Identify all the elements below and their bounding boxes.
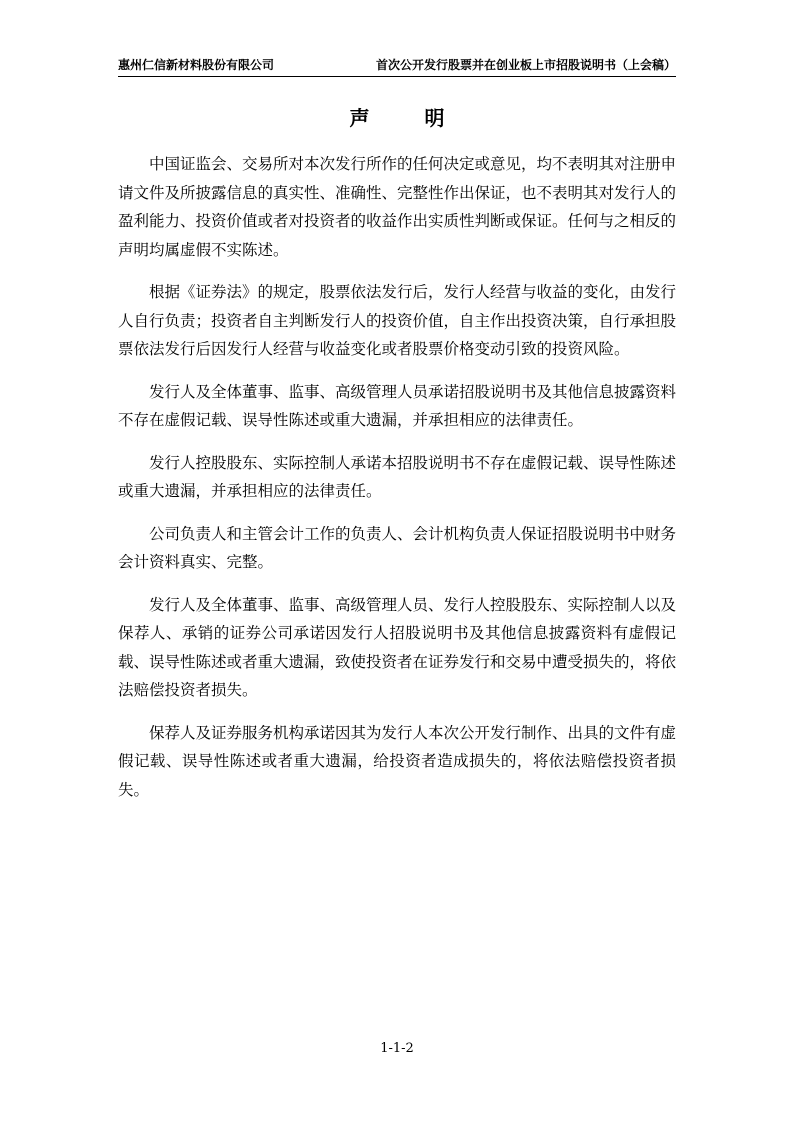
paragraph-6: 发行人及全体董事、监事、高级管理人员、发行人控股股东、实际控制人以及保荐人、承销的证券公司承诺因发行人招股说明书及其他信息披露资料有虚假记载、误导性陈述或者重大遗漏，致使投资者在证券发行和交易中遭受损失的，将依法赔偿投资者损失。 (118, 595, 677, 699)
paragraph-2: 根据《证券法》的规定，股票依法发行后，发行人经营与收益的变化，由发行人自行负责；投资者自主判断发行人的投资价值，自主作出投资决策，自行承担股票依法发行后因发行人经营与收益变化或者股票价格变动引致的投资风险。 (118, 283, 677, 358)
page-title: 声 明 (349, 106, 469, 130)
page-number: 1-1-2 (380, 1041, 414, 1056)
paragraph-4: 发行人控股股东、实际控制人承诺本招股说明书不存在虚假记载、误导性陈述或重大遗漏，并承担相应的法律责任。 (118, 453, 677, 500)
header-divider (118, 76, 676, 77)
paragraph-1: 中国证监会、交易所对本次发行所作的任何决定或意见，均不表明其对注册申请文件及所披露信息的真实性、准确性、完整性作出保证，也不表明其对发行人的盈利能力、投资价值或者对投资者的收益作出实质性判断或保证。任何与之相反的声明均属虚假不实陈述。 (118, 155, 677, 259)
paragraph-3: 发行人及全体董事、监事、高级管理人员承诺招股说明书及其他信息披露资料不存在虚假记载、误导性陈述或重大遗漏，并承担相应的法律责任。 (118, 382, 677, 429)
paragraph-7: 保荐人及证券服务机构承诺因其为发行人本次公开发行制作、出具的文件有虚假记载、误导性陈述或者重大遗漏，给投资者造成损失的，将依法赔偿投资者损失。 (118, 723, 677, 799)
header-document-title: 首次公开发行股票并在创业板上市招股说明书（上会稿） (375, 58, 676, 72)
page-header (118, 55, 676, 75)
header-company-name: 惠州仁信新材料股份有限公司 (118, 58, 275, 72)
declaration-body (118, 150, 676, 818)
paragraph-5: 公司负责人和主管会计工作的负责人、会计机构负责人保证招股说明书中财务会计资料真实、完整。 (118, 524, 677, 571)
